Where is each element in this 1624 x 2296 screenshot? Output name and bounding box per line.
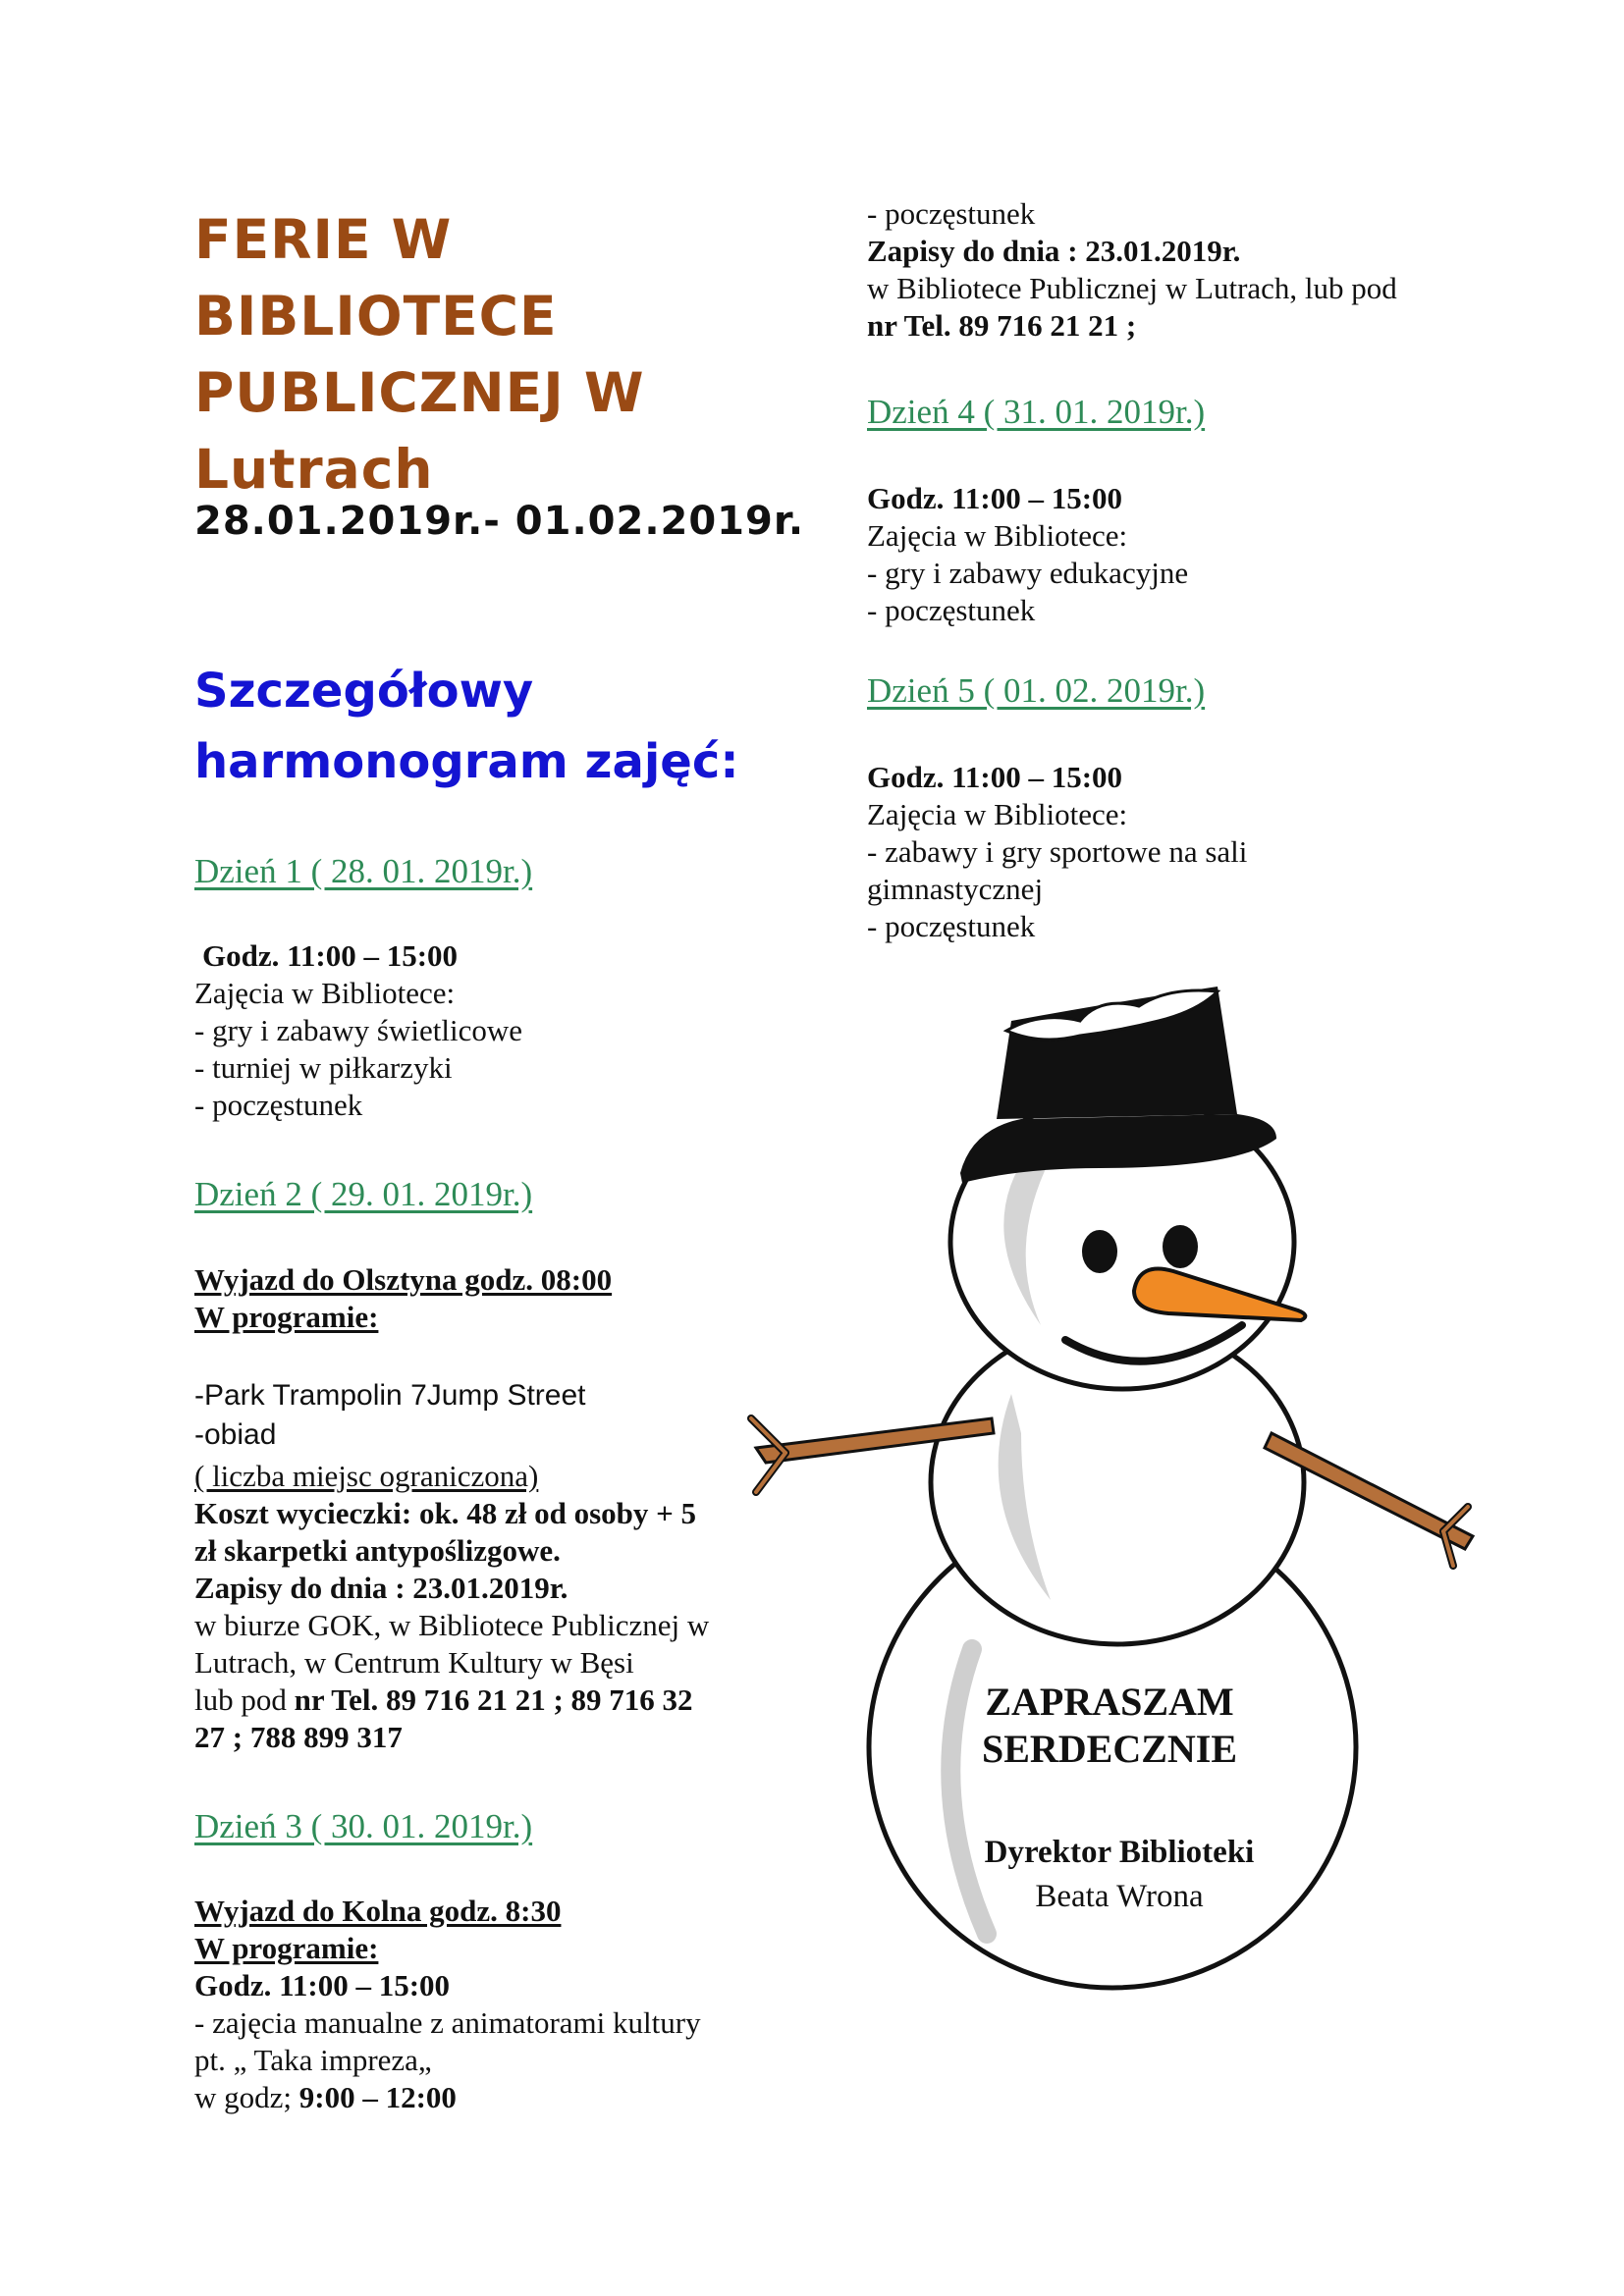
day5-item: gimnastycznej: [867, 872, 1044, 906]
day2-phone-prefix: lub pod: [194, 1682, 295, 1717]
day3-where: w Bibliotece Publicznej w Lutrach, lub pod: [867, 271, 1397, 305]
signature-title: Dyrektor Biblioteki: [984, 1835, 1255, 1870]
day3-item: pt. „ Taka impreza„: [194, 2043, 432, 2077]
title-line: FERIE W: [194, 208, 453, 271]
day3-trip: Wyjazd do Kolna godz. 8:30: [194, 1894, 562, 1928]
day2-section: [194, 1261, 612, 1336]
day4-activities-label: Zajęcia w Bibliotece:: [867, 518, 1128, 553]
day2-signup-date: : 23.01.2019r.: [387, 1571, 568, 1605]
day2-cost: Koszt wycieczki: ok. 48 zł od osoby + 5: [194, 1496, 697, 1530]
day3-section: [194, 1893, 701, 2116]
day3-program-label: W programie:: [194, 1931, 379, 1965]
day4-item: - gry i zabawy edukacyjne: [867, 556, 1189, 590]
day4-heading: Dzień 4 ( 31. 01. 2019r.): [867, 393, 1206, 431]
date-range: 28.01.2019r.- 01.02.2019r.: [194, 499, 805, 544]
day2-phone-numbers: 27 ; 788 899 317: [194, 1720, 403, 1754]
day2-cost: zł skarpetki antypoślizgowe.: [194, 1533, 561, 1568]
day3-time-prefix: w godz;: [194, 2080, 299, 2114]
day4-hours: Godz. 11:00 – 15:00: [867, 481, 1123, 515]
schedule-subtitle: [194, 656, 784, 797]
subtitle-line: Szczegółowy: [194, 664, 534, 719]
title-line: BIBLIOTECE: [194, 285, 558, 347]
day2-signup-label: Zapisy do dnia: [194, 1571, 388, 1605]
day3-signup-date: : 23.01.2019r.: [1059, 234, 1241, 268]
day5-item: - zabawy i gry sportowe na sali: [867, 834, 1248, 869]
day2-program-items: [194, 1376, 585, 1455]
title-line: PUBLICZNEJ W: [194, 361, 645, 424]
subtitle-line: harmonogram zajęć:: [194, 734, 739, 789]
day2-phone-numbers: 89 716 21 21 ; 89 716 32: [378, 1682, 693, 1717]
day1-activities-label: Zajęcia w Bibliotece:: [194, 976, 456, 1010]
signature-block: [913, 1831, 1326, 1919]
day5-hours: Godz. 11:00 – 15:00: [867, 760, 1123, 794]
signature-name: Beata Wrona: [1035, 1879, 1204, 1914]
invitation-line: ZAPRASZAM: [985, 1680, 1234, 1724]
day2-item: -obiad: [194, 1418, 277, 1451]
day3-hours: Godz. 11:00 – 15:00: [194, 1968, 451, 2002]
invitation-text: [913, 1679, 1306, 1773]
day1-item: - gry i zabawy świetlicowe: [194, 1013, 522, 1047]
day5-heading: Dzień 5 ( 01. 02. 2019r.): [867, 671, 1206, 710]
day4-section: [867, 480, 1188, 629]
day2-phone-label: nr Tel.: [294, 1682, 379, 1717]
day1-item: - turniej w piłkarzyki: [194, 1050, 453, 1085]
day4-item: - poczęstunek: [867, 593, 1036, 627]
day2-where: Lutrach, w Centrum Kultury w Bęsi: [194, 1645, 634, 1680]
day2-program-label: W programie:: [194, 1300, 379, 1334]
day3-continued: [867, 195, 1397, 345]
title-line: Lutrach: [194, 438, 434, 501]
day2-heading: Dzień 2 ( 29. 01. 2019r.): [194, 1175, 533, 1213]
day5-activities-label: Zajęcia w Bibliotece:: [867, 797, 1128, 831]
day2-limited-note: ( liczba miejsc ograniczona): [194, 1459, 539, 1493]
day1-section: [194, 937, 522, 1124]
day3-item: - poczęstunek: [867, 196, 1036, 231]
day1-heading: Dzień 1 ( 28. 01. 2019r.): [194, 852, 533, 890]
day3-time-value: 9:00 – 12:00: [298, 2080, 457, 2114]
day3-item: - zajęcia manualne z animatorami kultury: [194, 2005, 701, 2040]
day1-item: - poczęstunek: [194, 1088, 363, 1122]
day2-trip: Wyjazd do Olsztyna godz. 08:00: [194, 1262, 613, 1297]
day3-signup-label: Zapisy do dnia: [867, 234, 1060, 268]
poster-title: [194, 201, 784, 507]
day1-hours: Godz. 11:00 – 15:00: [202, 938, 459, 973]
day5-item: - poczęstunek: [867, 909, 1036, 943]
day3-phone: nr Tel. 89 716 21 21 ;: [867, 308, 1137, 343]
day3-heading: Dzień 3 ( 30. 01. 2019r.): [194, 1807, 533, 1845]
day2-item: -Park Trampolin 7Jump Street: [194, 1379, 586, 1412]
day2-details: [194, 1458, 709, 1756]
invitation-line: SERDECZNIE: [981, 1727, 1238, 1771]
day5-section: [867, 759, 1247, 945]
day2-where: w biurze GOK, w Bibliotece Publicznej w: [194, 1608, 710, 1642]
